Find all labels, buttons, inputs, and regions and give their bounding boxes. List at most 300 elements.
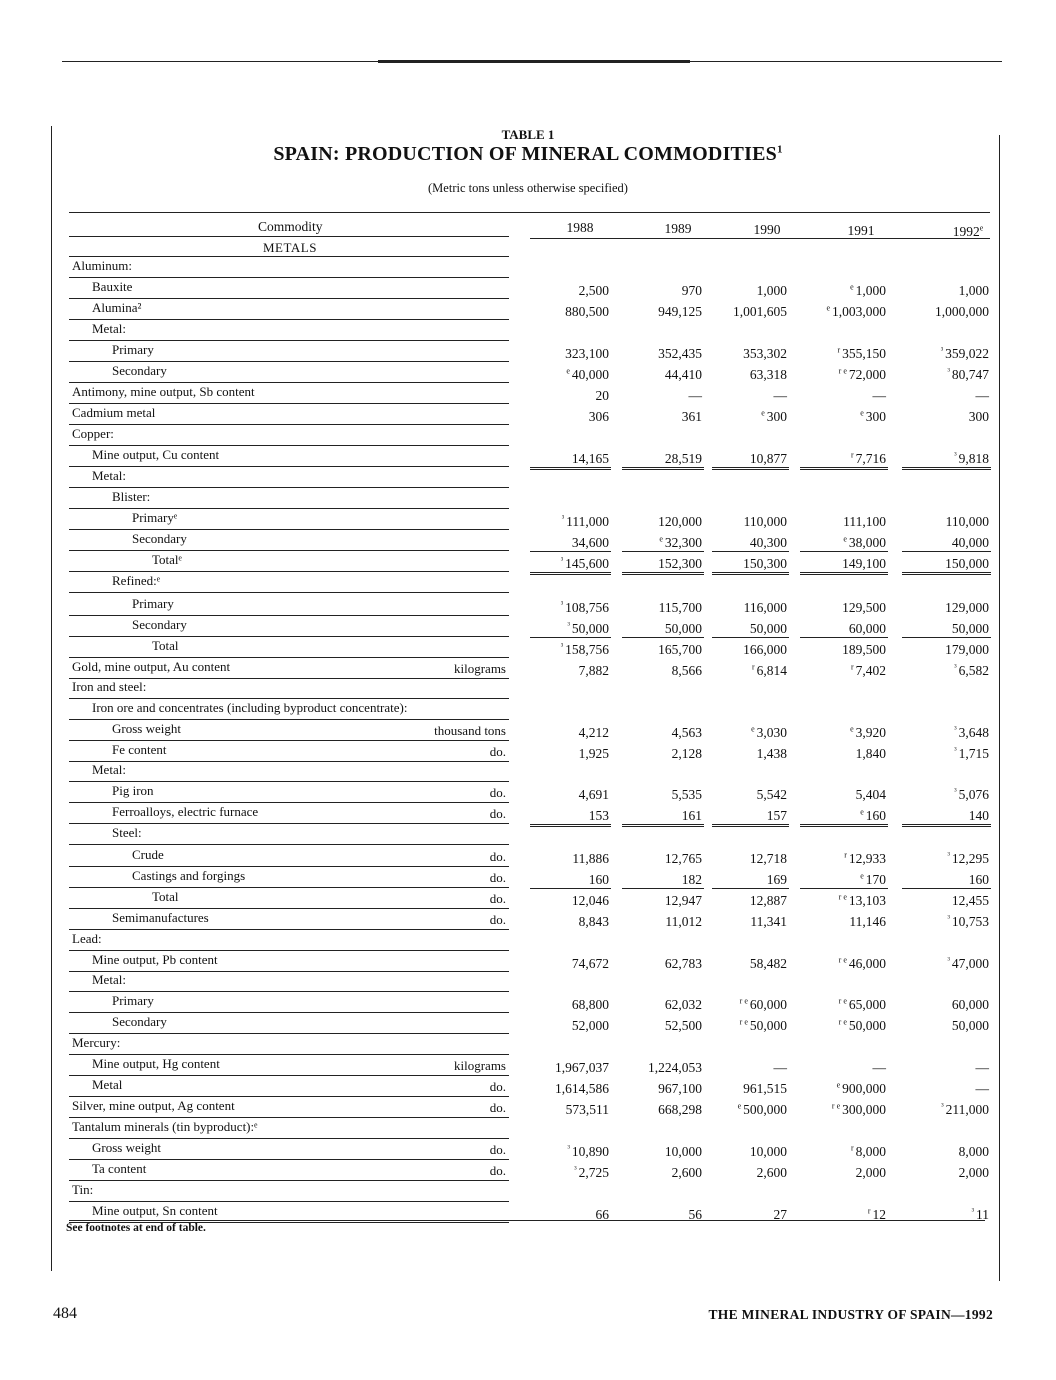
row-rule bbox=[69, 1159, 509, 1160]
table-row bbox=[0, 638, 1056, 659]
table-row bbox=[0, 762, 1056, 783]
row-rule bbox=[69, 1096, 509, 1097]
footnote: See footnotes at end of table. bbox=[66, 1222, 206, 1234]
cell-1990: $^{r e}$ 60,000 bbox=[739, 996, 787, 1012]
row-rule bbox=[69, 1012, 509, 1013]
cell-1992: 8,000 bbox=[958, 1144, 989, 1159]
cell-1991: $^{r e}$ 72,000 bbox=[838, 366, 886, 382]
table-row bbox=[0, 868, 1056, 889]
cell-1990: $^e$ 500,000 bbox=[737, 1101, 787, 1117]
cell-1990: 11,341 bbox=[750, 914, 787, 929]
row-label: Metal: bbox=[92, 321, 126, 336]
cell-1989: 161 bbox=[681, 808, 702, 823]
cell-1988: 34,600 bbox=[571, 535, 609, 550]
cell-1992: 60,000 bbox=[951, 997, 989, 1012]
row-label: Secondary bbox=[132, 531, 187, 546]
cell-1992: 1,000,000 bbox=[935, 304, 989, 319]
cell-1991: 2,000 bbox=[855, 1165, 886, 1180]
row-rule bbox=[69, 508, 509, 509]
footnote-marker: r bbox=[844, 850, 849, 860]
footnote-marker: ³ bbox=[561, 513, 567, 523]
footnote-marker: e bbox=[860, 871, 866, 881]
cell-1988: 14,165 bbox=[571, 451, 609, 466]
cell-1992: $^{^3}$ 47,000 bbox=[947, 955, 989, 971]
table-row bbox=[0, 804, 1056, 825]
cell-1988: 11,886 bbox=[572, 851, 609, 866]
row-rule bbox=[69, 403, 509, 404]
cell-1991: $^e$ 160 bbox=[860, 807, 886, 823]
row-label: Mercury: bbox=[72, 1035, 121, 1050]
table-label: TABLE 1 bbox=[501, 127, 555, 142]
row-unit: do. bbox=[489, 1142, 506, 1157]
cell-1992: 150,000 bbox=[945, 556, 989, 571]
cell-1990: 169 bbox=[766, 872, 787, 887]
row-rule bbox=[69, 615, 509, 616]
header-mid-rule bbox=[69, 236, 509, 237]
row-label: Aluminum: bbox=[72, 258, 132, 273]
cell-1989: 10,000 bbox=[664, 1144, 702, 1159]
row-rule bbox=[69, 319, 509, 320]
footnote-marker: r e bbox=[831, 1101, 843, 1111]
header-bottom-rule bbox=[530, 238, 990, 239]
table-row bbox=[0, 972, 1056, 993]
cell-1988: $^{^3}$ 111,000 bbox=[561, 513, 609, 529]
row-rule bbox=[69, 277, 509, 278]
cell-1988: 74,672 bbox=[571, 956, 609, 971]
footnote-marker: ³ bbox=[954, 724, 959, 734]
row-unit: kilograms bbox=[454, 1058, 506, 1073]
cell-1991: $^e$ 3,920 bbox=[850, 724, 886, 740]
footnote-marker: ³ bbox=[947, 955, 952, 965]
cell-1992: $^{^3}$ 6,582 bbox=[954, 662, 989, 678]
row-label: Crude bbox=[132, 847, 164, 862]
cell-1988: $^e$ 40,000 bbox=[566, 366, 609, 382]
row-unit: do. bbox=[489, 1100, 506, 1115]
row-label: Secondary bbox=[132, 617, 187, 632]
row-label: Secondary bbox=[112, 363, 167, 378]
cell-1992: $^{^3}$ 12,295 bbox=[947, 850, 989, 866]
year-header-1992: 1992e bbox=[952, 223, 984, 239]
cell-1988: 306 bbox=[588, 409, 609, 424]
section-metals: METALS bbox=[263, 240, 317, 255]
cell-1988: $^{^3}$ 10,890 bbox=[567, 1143, 609, 1159]
running-head: THE MINERAL INDUSTRY OF SPAIN—1992 bbox=[708, 1307, 993, 1322]
cell-1991: $^{r e}$ 300,000 bbox=[831, 1101, 886, 1117]
footnote-marker: ³ bbox=[947, 850, 952, 860]
cell-1989: 12,765 bbox=[664, 851, 702, 866]
footnote-marker: ³ bbox=[954, 450, 959, 460]
cell-1991: $^e$ 900,000 bbox=[836, 1080, 886, 1096]
cell-1990: 27 bbox=[773, 1207, 787, 1222]
cell-1988: 1,925 bbox=[578, 746, 609, 761]
year-header-1990: 1990 bbox=[753, 222, 781, 237]
cell-1989: 2,128 bbox=[671, 746, 702, 761]
table-row bbox=[0, 617, 1056, 638]
cell-1991: $^e$ 170 bbox=[860, 871, 886, 887]
row-rule bbox=[69, 781, 509, 782]
cell-1991: 60,000 bbox=[848, 621, 886, 636]
footnote-marker: ³ bbox=[560, 641, 566, 651]
cell-1991: $^{r e}$ 46,000 bbox=[838, 955, 886, 971]
cell-1988: 12,046 bbox=[571, 893, 609, 908]
row-label: Iron ore and concentrates (including byproduct concentrate): bbox=[92, 700, 408, 715]
cell-1990: 40,300 bbox=[749, 535, 787, 550]
cell-1988: 52,000 bbox=[571, 1018, 609, 1033]
cell-1992: 2,000 bbox=[958, 1165, 989, 1180]
cell-1988: 1,614,586 bbox=[555, 1081, 609, 1096]
cell-1992: $^{^3}$ 359,022 bbox=[940, 345, 989, 361]
table-row bbox=[0, 993, 1056, 1014]
cell-1990: 5,542 bbox=[756, 787, 787, 802]
cell-1991: $^e$ 1,000 bbox=[850, 282, 886, 298]
cell-1992: — bbox=[975, 388, 989, 403]
row-label: Metal: bbox=[92, 972, 126, 987]
cell-1992: 140 bbox=[968, 808, 989, 823]
row-label: Fe content bbox=[112, 742, 167, 757]
cell-1992: 12,455 bbox=[951, 893, 989, 908]
footnote-marker: r e bbox=[838, 892, 849, 902]
cell-1990: 1,438 bbox=[756, 746, 787, 761]
row-rule bbox=[69, 929, 509, 930]
year-header-1989: 1989 bbox=[664, 221, 692, 236]
cell-1991: $^r$ 12 bbox=[867, 1206, 886, 1222]
footnote-marker: e bbox=[737, 1101, 744, 1111]
footnote-marker: ³ bbox=[560, 599, 566, 609]
table-row bbox=[0, 952, 1056, 973]
footnote-marker: r e bbox=[739, 996, 750, 1006]
cell-1989: 115,700 bbox=[658, 600, 702, 615]
row-rule bbox=[69, 887, 509, 888]
row-label: Primary bbox=[112, 993, 154, 1008]
table-row bbox=[0, 384, 1056, 405]
row-label: Refined:ᵉ bbox=[112, 573, 161, 588]
cell-1989: 62,032 bbox=[664, 997, 702, 1012]
cell-1988: 8,843 bbox=[578, 914, 609, 929]
row-rule bbox=[69, 698, 509, 699]
row-rule bbox=[69, 571, 509, 572]
row-rule bbox=[69, 1054, 509, 1055]
cell-1990: 1,001,605 bbox=[733, 304, 787, 319]
footnote-marker: ³ bbox=[954, 745, 959, 755]
footnote-marker: r bbox=[751, 662, 757, 672]
cell-1990: $^r$ 6,814 bbox=[751, 662, 787, 678]
cell-1989: 28,519 bbox=[664, 451, 702, 466]
table-row bbox=[0, 1161, 1056, 1182]
cell-1989: 44,410 bbox=[664, 367, 702, 382]
row-label: Totalᵉ bbox=[152, 552, 182, 567]
table-row bbox=[0, 1140, 1056, 1161]
cell-1990: 961,515 bbox=[743, 1081, 787, 1096]
row-rule bbox=[69, 1117, 509, 1118]
cell-1991: $^r$ 7,402 bbox=[850, 662, 886, 678]
cell-1991: $^{r e}$ 13,103 bbox=[838, 892, 886, 908]
row-unit: do. bbox=[489, 870, 506, 885]
footnote-marker: ³ bbox=[954, 662, 959, 672]
cell-1989: 52,500 bbox=[664, 1018, 702, 1033]
cell-1989: 361 bbox=[681, 409, 702, 424]
footnote-marker: r bbox=[850, 662, 856, 672]
footnote-marker: ³ bbox=[567, 620, 572, 630]
cell-1989: 56 bbox=[688, 1207, 702, 1222]
footnote-marker: r e bbox=[838, 1017, 849, 1027]
year-header-footnote: e bbox=[979, 223, 984, 233]
cell-1988: $^{^3}$ 158,756 bbox=[560, 641, 609, 657]
cell-1989: — bbox=[688, 388, 702, 403]
cell-1991: $^e$ 38,000 bbox=[843, 534, 886, 550]
cell-1989: 120,000 bbox=[658, 514, 702, 529]
cell-1989: 2,600 bbox=[671, 1165, 702, 1180]
cell-1992: 50,000 bbox=[951, 621, 989, 636]
row-label: Metal: bbox=[92, 762, 126, 777]
cell-1991: 189,500 bbox=[842, 642, 886, 657]
footnote-marker: r e bbox=[838, 366, 849, 376]
footnote-marker: ³ bbox=[574, 1164, 579, 1174]
row-unit: do. bbox=[489, 785, 506, 800]
cell-1991: — bbox=[872, 1060, 886, 1075]
cell-1991: 1,840 bbox=[855, 746, 886, 761]
row-label: Secondary bbox=[112, 1014, 167, 1029]
cell-1992: $^{^3}$ 5,076 bbox=[954, 786, 989, 802]
row-label: Mine output, Sn content bbox=[92, 1203, 218, 1218]
row-unit: do. bbox=[489, 1079, 506, 1094]
footnote-marker: e bbox=[761, 408, 767, 418]
cell-1991: — bbox=[872, 388, 886, 403]
cell-1988: 7,882 bbox=[578, 663, 609, 678]
cell-1991: $^r$ 7,716 bbox=[850, 450, 886, 466]
row-rule bbox=[69, 657, 509, 658]
row-rule bbox=[69, 529, 509, 530]
cell-1988: 20 bbox=[595, 388, 609, 403]
cell-1992: 129,000 bbox=[945, 600, 989, 615]
row-rule bbox=[69, 950, 509, 951]
footnote-marker: r e bbox=[739, 1017, 750, 1027]
row-label: Primary bbox=[132, 596, 174, 611]
cell-1992: 110,000 bbox=[945, 514, 989, 529]
footnote-marker: ³ bbox=[567, 1143, 572, 1153]
cell-1989: 165,700 bbox=[658, 642, 702, 657]
row-unit: thousand tons bbox=[434, 723, 506, 738]
footnote-marker: e bbox=[659, 534, 665, 544]
cell-1990: $^{r e}$ 50,000 bbox=[739, 1017, 787, 1033]
row-rule bbox=[69, 802, 509, 803]
row-label: Semimanufactures bbox=[112, 910, 209, 925]
table-row bbox=[0, 1098, 1056, 1119]
cell-1992: — bbox=[975, 1081, 989, 1096]
cell-1989: 4,563 bbox=[671, 725, 702, 740]
cell-1991: $^e$ 300 bbox=[860, 408, 886, 424]
table-row bbox=[0, 783, 1056, 804]
cell-1988: 4,691 bbox=[578, 787, 609, 802]
row-label: Ta content bbox=[92, 1161, 147, 1176]
cell-1989: 668,298 bbox=[658, 1102, 702, 1117]
row-rule bbox=[69, 382, 509, 383]
footnote-marker: e bbox=[850, 724, 856, 734]
cell-1992: 1,000 bbox=[958, 283, 989, 298]
cell-1990: — bbox=[773, 388, 787, 403]
cell-1989: 62,783 bbox=[664, 956, 702, 971]
table-row bbox=[0, 825, 1056, 846]
cell-1991: 111,100 bbox=[843, 514, 886, 529]
table-row bbox=[0, 426, 1056, 447]
table-row bbox=[0, 321, 1056, 342]
row-unit: do. bbox=[489, 849, 506, 864]
row-rule bbox=[69, 361, 509, 362]
column-header-commodity: Commodity bbox=[258, 219, 323, 234]
cell-1988: $^{^3}$ 108,756 bbox=[560, 599, 609, 615]
cell-1991: $^r$ 12,933 bbox=[844, 850, 886, 866]
row-rule bbox=[69, 340, 509, 341]
table-row bbox=[0, 679, 1056, 700]
row-label: Cadmium metal bbox=[72, 405, 156, 420]
table-row bbox=[0, 1077, 1056, 1098]
row-rule bbox=[69, 298, 509, 299]
cell-1989: 970 bbox=[681, 283, 702, 298]
footnote-marker: ³ bbox=[941, 1101, 946, 1111]
cell-1991: 129,500 bbox=[842, 600, 886, 615]
table-row bbox=[0, 931, 1056, 952]
cell-1992: $^{^3}$ 9,818 bbox=[954, 450, 989, 466]
cell-1990: 110,000 bbox=[743, 514, 787, 529]
cell-1989: 8,566 bbox=[671, 663, 702, 678]
cell-1992: $^{^3}$ 1,715 bbox=[954, 745, 989, 761]
cell-1989: 182 bbox=[681, 872, 702, 887]
table-row bbox=[0, 700, 1056, 721]
row-rule bbox=[69, 719, 509, 720]
row-label: Iron and steel: bbox=[72, 679, 147, 694]
footnote-marker: r bbox=[850, 1143, 856, 1153]
table-bottom-rule bbox=[69, 1220, 985, 1221]
row-label: Copper: bbox=[72, 426, 114, 441]
table-title-footnote: 1 bbox=[776, 143, 783, 156]
cell-1990: 12,718 bbox=[749, 851, 787, 866]
footnote-marker: r bbox=[867, 1206, 873, 1216]
cell-1988: 1,967,037 bbox=[555, 1060, 609, 1075]
footnote-marker: e bbox=[751, 724, 757, 734]
row-label: Gross weight bbox=[112, 721, 181, 736]
table-row bbox=[0, 596, 1056, 617]
table-row bbox=[0, 552, 1056, 573]
row-label: Primary bbox=[112, 342, 154, 357]
row-rule bbox=[69, 592, 509, 593]
cell-1990: 353,302 bbox=[743, 346, 787, 361]
cell-1991: 5,404 bbox=[855, 787, 886, 802]
table-row bbox=[0, 1014, 1056, 1035]
row-unit: kilograms bbox=[454, 661, 506, 676]
cell-1989: 352,435 bbox=[658, 346, 702, 361]
cell-1988: $^{^3}$ 2,725 bbox=[574, 1164, 609, 1180]
table-row bbox=[0, 447, 1056, 468]
row-rule bbox=[69, 844, 509, 845]
table-row bbox=[0, 405, 1056, 426]
footnote-marker: r e bbox=[838, 996, 849, 1006]
footnote-marker: ³ bbox=[947, 913, 952, 923]
row-label: Antimony, mine output, Sb content bbox=[72, 384, 255, 399]
cell-1991: $^r$ 355,150 bbox=[837, 345, 886, 361]
cell-1988: 2,500 bbox=[578, 283, 609, 298]
cell-1991: $^r$ 8,000 bbox=[850, 1143, 886, 1159]
cell-1990: 10,877 bbox=[749, 451, 787, 466]
cell-1988: 66 bbox=[595, 1207, 609, 1222]
table-row bbox=[0, 1056, 1056, 1077]
row-rule bbox=[69, 740, 509, 741]
row-rule bbox=[69, 991, 509, 992]
cell-1990: 2,600 bbox=[756, 1165, 787, 1180]
cell-1992: 160 bbox=[968, 872, 989, 887]
footnote-marker: r bbox=[850, 450, 856, 460]
footnote-marker: e bbox=[843, 534, 849, 544]
row-rule bbox=[69, 1201, 509, 1202]
cell-1992: $^{^3}$ 11 bbox=[971, 1206, 989, 1222]
cell-1988: 880,500 bbox=[565, 304, 609, 319]
cell-1990: 10,000 bbox=[749, 1144, 787, 1159]
cell-1990: 58,482 bbox=[749, 956, 787, 971]
cell-1988: $^{^3}$ 145,600 bbox=[560, 555, 609, 571]
row-rule bbox=[69, 1033, 509, 1034]
cell-1992: 40,000 bbox=[951, 535, 989, 550]
cell-1989: $^e$ 32,300 bbox=[659, 534, 702, 550]
cell-1992: 179,000 bbox=[945, 642, 989, 657]
cell-1991: $^{r e}$ 65,000 bbox=[838, 996, 886, 1012]
table-row bbox=[0, 300, 1056, 321]
cell-1989: 11,012 bbox=[665, 914, 702, 929]
cell-1988: 4,212 bbox=[578, 725, 609, 740]
footnote-marker: e bbox=[850, 282, 856, 292]
cell-1991: 11,146 bbox=[849, 914, 886, 929]
table-row bbox=[0, 889, 1056, 910]
row-rule bbox=[69, 1075, 509, 1076]
cell-1990: 1,000 bbox=[756, 283, 787, 298]
row-rule bbox=[69, 866, 509, 867]
row-label: Bauxite bbox=[92, 279, 133, 294]
table-row bbox=[0, 468, 1056, 489]
table-row bbox=[0, 258, 1056, 279]
footnote-marker: e bbox=[860, 807, 866, 817]
row-rule bbox=[69, 466, 509, 467]
row-rule bbox=[69, 424, 509, 425]
cell-1988: $^{^3}$ 50,000 bbox=[567, 620, 609, 636]
row-unit: do. bbox=[489, 1163, 506, 1178]
footnote-marker: ³ bbox=[971, 1206, 976, 1216]
table-row bbox=[0, 742, 1056, 763]
table-row bbox=[0, 510, 1056, 531]
row-label: Lead: bbox=[72, 931, 102, 946]
cell-1989: 12,947 bbox=[664, 893, 702, 908]
cell-1988: 160 bbox=[588, 872, 609, 887]
cell-1988: 68,800 bbox=[571, 997, 609, 1012]
row-rule bbox=[69, 908, 509, 909]
row-label: Gold, mine output, Au content bbox=[72, 659, 231, 674]
row-label: Metal: bbox=[92, 468, 126, 483]
cell-1990: $^e$ 300 bbox=[761, 408, 787, 424]
cell-1988: 323,100 bbox=[565, 346, 609, 361]
metals-bottom-rule bbox=[69, 256, 509, 257]
cell-1989: 949,125 bbox=[658, 304, 702, 319]
table-row bbox=[0, 279, 1056, 300]
cell-1990: 50,000 bbox=[749, 621, 787, 636]
footnote-marker: ³ bbox=[954, 786, 959, 796]
table-row bbox=[0, 1035, 1056, 1056]
table-title-text: SPAIN: PRODUCTION OF MINERAL COMMODITIES bbox=[273, 143, 777, 165]
table-row bbox=[0, 847, 1056, 868]
cell-1990: 157 bbox=[766, 808, 787, 823]
row-label: Silver, mine output, Ag content bbox=[72, 1098, 235, 1113]
cell-1992: 50,000 bbox=[951, 1018, 989, 1033]
row-label: Metal bbox=[92, 1077, 123, 1092]
cell-1991: 149,100 bbox=[842, 556, 886, 571]
row-rule bbox=[69, 1138, 509, 1139]
table-row bbox=[0, 1182, 1056, 1203]
row-unit: do. bbox=[489, 806, 506, 821]
